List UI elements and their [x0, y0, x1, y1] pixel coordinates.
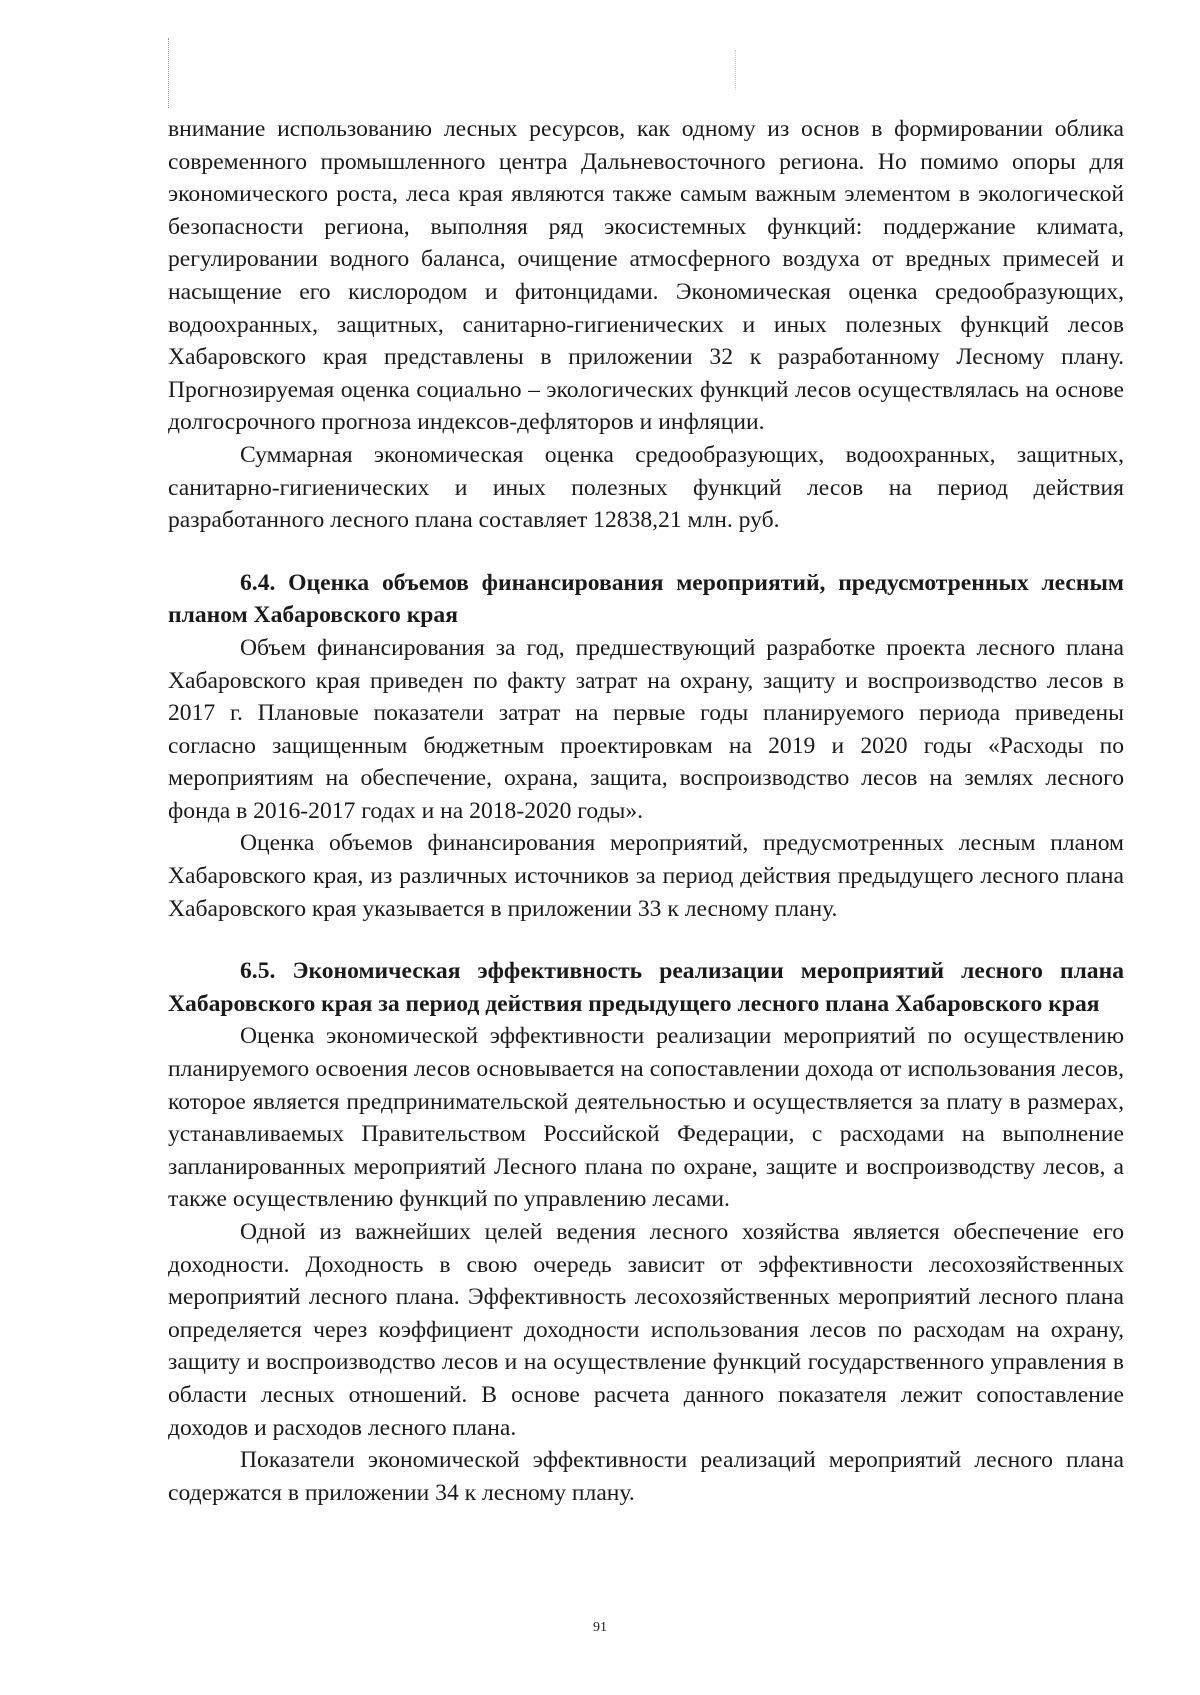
paragraph-profitability: Одной из важнейших целей ведения лесного хозяйства является обеспечение его доходности. Доходность в свою очередь зависит от эффективности лесохозяйственных мероприятий лесного плана. Эффективность лесохозяйственных мероприятий лесного плана определяется через коэффициент доходности использования лесов по расходам на охрану, защиту и воспроизводство лесов и на осуществление функций государственного управления в области лесных отношений. В основе расчета данного показателя лежит сопоставление доходов и расходов лесного плана. [168, 1219, 1124, 1441]
section-heading-6-5: 6.5. Экономическая эффективность реализации мероприятий лесного плана Хабаровского края за период действия предыдущего лесного плана Хабаровского края [168, 958, 1124, 1017]
paragraph-total-evaluation: Суммарная экономическая оценка средообразующих, водоохранных, защитных, санитарно-гигиенических и иных полезных функций лесов на период действия разработанного лесного плана составляет 12838,21 млн. руб. [168, 441, 1124, 534]
paragraph-efficiency-evaluation: Оценка экономической эффективности реализации мероприятий по осуществлению планируемого освоения лесов основывается на сопоставлении дохода от использования лесов, которое является предпринимательской деятельностью и осуществляется за плату в размерах, устанавливаемых Правительством Российской Федерации, с расходами на выполнение запланированных мероприятий Лесного плана по охране, защите и воспроизводству лесов, а также осуществлению функций по управлению лесами. [168, 1023, 1124, 1213]
paragraph-efficiency-indicators: Показатели экономической эффективности реализаций мероприятий лесного плана содержатся в приложении 34 к лесному плану. [168, 1447, 1124, 1506]
scan-artifact-line [168, 38, 169, 108]
page-number: 91 [593, 1620, 607, 1635]
document-body [168, 113, 1124, 1509]
paragraph-financing-volume: Объем финансирования за год, предшествующий разработке проекта лесного плана Хабаровского края приведен по факту затрат на охрану, защиту и воспроизводство лесов в 2017 г. Плановые показатели затрат на первые годы планируемого периода приведены согласно защищенным бюджетным проектировкам на 2019 и 2020 годы «Расходы по мероприятиям на обеспечение, охрана, защита, воспроизводство лесов на землях лесного фонда в 2016-2017 годах и на 2018-2020 годы». [168, 634, 1124, 824]
scan-artifact-line [735, 50, 736, 90]
paragraph-forest-ecosystem: внимание использованию лесных ресурсов, как одному из основ в формировании облика современного промышленного центра Дальневосточного региона. Но помимо опоры для экономического роста, леса края являются также самым важным элементом в экологической безопасности региона, выполняя ряд экосистемных функций: поддержание климата, регулировании водного баланса, очищение атмосферного воздуха от вредных примесей и насыщение его кислородом и фитонцидами. Экономическая оценка средообразующих, водоохранных, защитных, санитарно-гигиенических и иных полезных функций лесов Хабаровского края представлены в приложении 32 к разработанному Лесному плану. Прогнозируемая оценка социально – экологических функций лесов осуществлялась на основе долгосрочного прогноза индексов-дефляторов и инфляции. [168, 116, 1124, 436]
paragraph-financing-estimate: Оценка объемов финансирования мероприятий, предусмотренных лесным планом Хабаровского края, из различных источников за период действия предыдущего лесного плана Хабаровского края указывается в приложении 33 к лесному плану. [168, 830, 1124, 922]
section-heading-6-4: 6.4. Оценка объемов финансирования мероприятий, предусмотренных лесным планом Хабаровского края [168, 569, 1124, 629]
